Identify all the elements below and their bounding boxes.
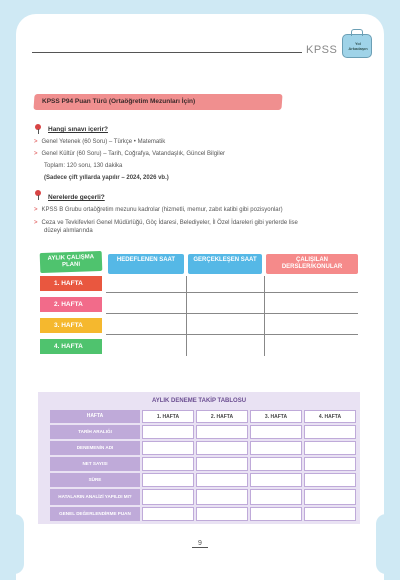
section1-bullet-text-1: Genel Yetenek (60 Soru) – Türkçe • Matematik xyxy=(41,139,166,145)
suitcase-icon xyxy=(342,34,372,58)
deneme-cell[interactable] xyxy=(196,457,248,471)
deneme-table xyxy=(38,392,360,524)
title-banner xyxy=(33,94,282,110)
deneme-cell[interactable] xyxy=(142,441,194,455)
deneme-cell[interactable] xyxy=(304,507,356,521)
deneme-week-1: 1. HAFTA xyxy=(142,410,194,423)
deneme-cell[interactable] xyxy=(250,473,302,487)
deneme-row-label-1: TARİH ARALIĞI xyxy=(50,425,140,439)
header-tag: KPSS xyxy=(306,44,338,56)
plan-week-1: 1. HAFTA xyxy=(40,276,102,291)
deneme-row-label-5: HATALARIN ANALİZİ YAPILDI MI? xyxy=(50,489,140,505)
deneme-cell[interactable] xyxy=(250,425,302,439)
plan-col-header-3: ÇALIŞILAN DERSLER/KONULAR xyxy=(266,254,358,274)
section2-bullet-text-2: Ceza ve Tevkifevleri Genel Müdürlüğü, Göç İdaresi, Belediyeler, İl Özel İdareleri gibi yerlerde lise xyxy=(41,220,298,226)
suitcase-label: Yol Arkadaşın xyxy=(348,41,368,51)
deneme-cell[interactable] xyxy=(142,457,194,471)
arrow-icon: > xyxy=(34,151,38,157)
deneme-cell[interactable] xyxy=(142,489,194,505)
page-notch-right xyxy=(376,514,386,574)
deneme-cell[interactable] xyxy=(304,441,356,455)
deneme-cell[interactable] xyxy=(142,507,194,521)
deneme-cell[interactable] xyxy=(196,473,248,487)
deneme-cell[interactable] xyxy=(196,441,248,455)
deneme-cell[interactable] xyxy=(142,473,194,487)
deneme-row-label-2: DENEMENİN ADI xyxy=(50,441,140,455)
deneme-week-4: 4. HAFTA xyxy=(304,410,356,423)
deneme-row-label-6: GENEL DEĞERLENDİRME PUAN xyxy=(50,507,140,521)
plan-row-divider xyxy=(106,313,358,314)
page-notch-left xyxy=(14,514,24,574)
plan-corner: AYLIK ÇALIŞMA PLANI xyxy=(40,251,103,273)
plan-col-divider xyxy=(186,276,187,356)
plan-col-header-1: HEDEFLENEN SAAT xyxy=(108,254,184,274)
deneme-cell[interactable] xyxy=(196,425,248,439)
deneme-cell[interactable] xyxy=(304,489,356,505)
deneme-row-label-3: NET SAYISI xyxy=(50,457,140,471)
deneme-week-3: 3. HAFTA xyxy=(250,410,302,423)
pushpin-icon xyxy=(34,190,42,200)
section2-bullet-2 xyxy=(34,219,298,227)
page xyxy=(16,14,384,580)
deneme-cell[interactable] xyxy=(250,457,302,471)
section1-total: Toplam: 120 soru, 130 dakika xyxy=(44,163,123,169)
deneme-title: AYLIK DENEME TAKİP TABLOSU xyxy=(151,398,247,404)
deneme-cell[interactable] xyxy=(250,441,302,455)
deneme-cell[interactable] xyxy=(196,507,248,521)
deneme-cell[interactable] xyxy=(250,507,302,521)
arrow-icon: > xyxy=(34,139,38,145)
plan-week-3: 3. HAFTA xyxy=(40,318,102,333)
section2-question: Nerelerde geçerli? xyxy=(48,194,105,201)
deneme-cell[interactable] xyxy=(304,473,356,487)
deneme-week-2: 2. HAFTA xyxy=(196,410,248,423)
plan-row-divider xyxy=(106,292,358,293)
section1-question: Hangi sınavı içerir? xyxy=(48,126,108,133)
deneme-cell[interactable] xyxy=(304,425,356,439)
page-number: 9 xyxy=(192,540,208,548)
section1-bullet-2 xyxy=(34,150,225,158)
header-rule xyxy=(32,52,302,53)
section1-note: (Sadece çift yıllarda yapılır – 2024, 2026 vb.) xyxy=(44,175,169,181)
plan-row-divider xyxy=(106,334,358,335)
deneme-cell[interactable] xyxy=(196,489,248,505)
section2-bullet-1 xyxy=(34,206,283,214)
pushpin-icon xyxy=(34,124,42,134)
deneme-row-label-4: SÜRE xyxy=(50,473,140,487)
deneme-cell[interactable] xyxy=(304,457,356,471)
deneme-cell[interactable] xyxy=(142,425,194,439)
deneme-cell[interactable] xyxy=(250,489,302,505)
plan-col-header-2: GERÇEKLEŞEN SAAT xyxy=(188,254,262,274)
title-banner-text: KPSS P94 Puan Türü (Ortaöğretim Mezunları İçin) xyxy=(42,98,196,105)
section1-bullet-1 xyxy=(34,138,165,146)
plan-week-4: 4. HAFTA xyxy=(40,339,102,354)
deneme-corner: HAFTA xyxy=(50,410,140,423)
section2-bullet-3: düzeyi alımlarında xyxy=(44,228,93,234)
arrow-icon: > xyxy=(34,207,38,213)
section2-bullet-text-1: KPSS B Grubu ortaöğretim mezunu kadrolar (hizmetli, memur, zabıt katibi gibi pozisyonlar) xyxy=(41,207,283,213)
plan-col-divider xyxy=(264,276,265,356)
arrow-icon: > xyxy=(34,220,38,226)
section1-bullet-text-2: Genel Kültür (60 Soru) – Tarih, Coğrafya, Vatandaşlık, Güncel Bilgiler xyxy=(41,151,226,157)
plan-week-2: 2. HAFTA xyxy=(40,297,102,312)
